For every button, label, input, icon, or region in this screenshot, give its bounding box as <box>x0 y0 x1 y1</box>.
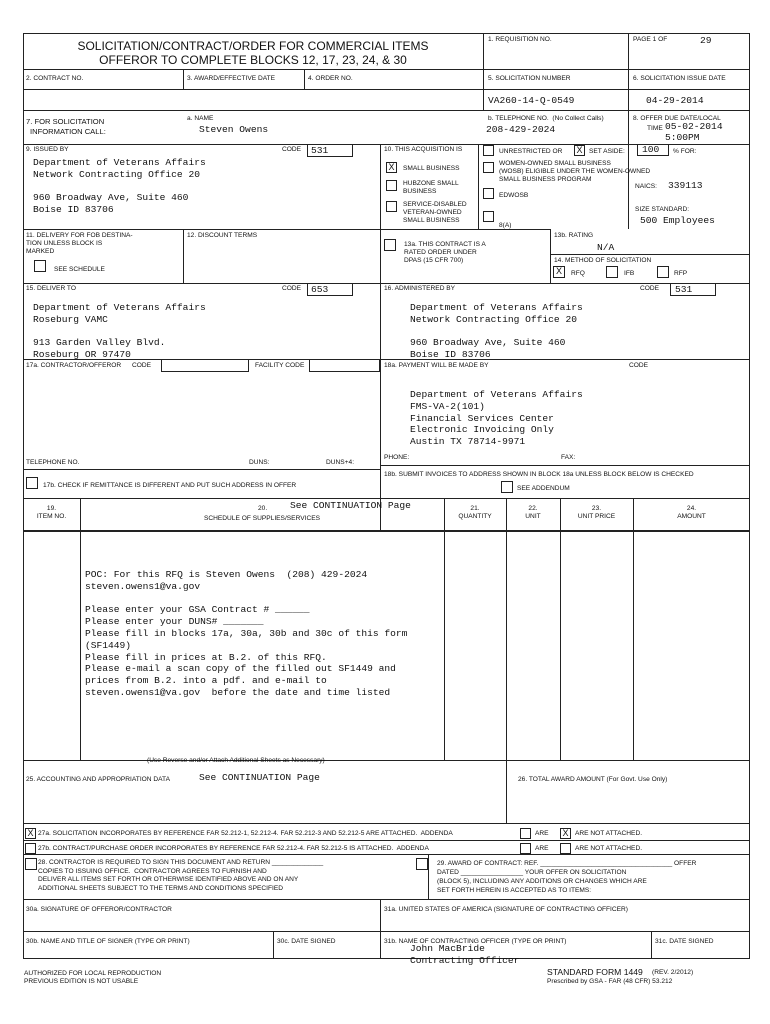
schedule-body: POC: For this RFQ is Steven Owens (208) 429-2024 steven.owens1@va.gov Please enter your GSA Contract # ______ Please enter your DUNS# _______ Please fill in blocks 17a, 30a, 30b and 30c of this form (SF1449) Please fill in prices at B.2. of this RFQ. Please e-mail a scan copy of the filled out SF1449 and prices from B.2. into a pdf. and e-mail to steven.owens1@va.gov before the date and time listed <box>85 569 408 698</box>
discount-terms-label: 12. DISCOUNT TERMS <box>187 232 258 239</box>
deliver-to-label: 15. DELIVER TO <box>26 285 76 292</box>
administered-by-code-label: CODE <box>640 285 660 292</box>
telephone-label: b. TELEPHONE NO. (No Collect Calls) <box>488 115 604 122</box>
hubzone-checkbox[interactable] <box>386 180 397 191</box>
block29-line4: SET FORTH HEREIN IS ACCEPTED AS TO ITEMS: <box>437 887 592 894</box>
27b-are-not-label: ARE NOT ATTACHED. <box>575 845 643 852</box>
footer-revision: (REV. 2/2012) <box>652 969 694 976</box>
block29-line3: (BLOCK 5), INCLUDING ANY ADDITIONS OR CHANGES WHICH ARE <box>437 878 647 885</box>
block28-text: 28. CONTRACTOR IS REQUIRED TO SIGN THIS DOCUMENT AND RETURN ______________ COPIES TO ISSUING OFFICE. CONTRACTOR AGREES TO FURNISH AND DELIVER ALL ITEMS SET FORTH OR OTHERWISE IDENTIFIED ABOVE AND ON ANY ADDITIONAL SHEETS SUBJECT TO THE TERMS AND CONDITIONS SPECIFIED <box>38 859 324 892</box>
rating-value: N/A <box>597 242 615 253</box>
submit-invoices-label: 18b. SUBMIT INVOICES TO ADDRESS SHOWN IN BLOCK 18a UNLESS BLOCK BELOW IS CHECKED <box>384 471 694 478</box>
payment-code-label: CODE <box>629 362 649 369</box>
see-addendum-label: SEE ADDENDUM <box>517 485 570 492</box>
offeror-date-label: 30c. DATE SIGNED <box>277 938 336 945</box>
contractor-label: 17a. CONTRACTOR/OFFEROR <box>26 362 122 369</box>
col20-number: 20. <box>258 505 268 512</box>
accounting-label: 25. ACCOUNTING AND APPROPRIATION DATA <box>26 776 170 783</box>
contact-name-label: a. NAME <box>187 115 214 122</box>
set-aside-pct: 100 <box>642 144 660 155</box>
ifb-label: IFB <box>624 270 635 277</box>
27b-are-label: ARE <box>535 845 549 852</box>
offer-due-time[interactable]: 5:00PM <box>665 132 700 143</box>
see-schedule-label: SEE SCHEDULE <box>54 266 105 273</box>
signature-offeror-label: 30a. SIGNATURE OF OFFEROR/CONTRACTOR <box>26 906 172 913</box>
unrestricted-label: UNRESTRICTED OR <box>499 148 563 155</box>
deliver-to-code: 653 <box>311 284 329 295</box>
wosb-checkbox[interactable] <box>483 162 494 173</box>
pct-for-label: % FOR: <box>673 148 697 155</box>
small-business-label: SMALL BUSINESS <box>403 165 460 172</box>
col20-continuation-note: See CONTINUATION Page <box>290 500 411 511</box>
block29-line2: DATED _________________ YOUR OFFER ON SOLICITATION <box>437 869 627 876</box>
27a-checkbox[interactable]: X <box>25 828 36 839</box>
duns-label: DUNS: <box>249 459 270 466</box>
27a-are-checkbox[interactable] <box>520 828 531 839</box>
edwosb-checkbox[interactable] <box>483 188 494 199</box>
27a-are-label: ARE <box>535 830 549 837</box>
footer-prescribed: Prescribed by GSA - FAR (48 CFR) 53.212 <box>547 978 673 985</box>
small-business-checkbox[interactable]: X <box>386 162 397 173</box>
col-item-no: 19. ITEM NO. <box>36 505 67 520</box>
administered-by-code: 531 <box>675 284 693 295</box>
col-unit: 22. UNIT <box>525 505 541 520</box>
form-title-line1: SOLICITATION/CONTRACT/ORDER FOR COMMERCIAL ITEMS <box>77 39 429 53</box>
eight-a-label: 8(A) <box>499 222 512 229</box>
rating-label: 13b. RATING <box>554 232 594 239</box>
sdvosb-label: SERVICE-DISABLED VETERAN-OWNED SMALL BUSINESS <box>403 201 467 224</box>
total-award-label: 26. TOTAL AWARD AMOUNT (For Govt. Use Only) <box>518 776 668 783</box>
rated-order-label: 13a. THIS CONTRACT IS A RATED ORDER UNDER DPAS (15 CFR 700) <box>404 241 486 264</box>
footer-form-name: STANDARD FORM 1449 <box>547 967 643 977</box>
remittance-checkbox[interactable] <box>26 477 38 489</box>
method-label: 14. METHOD OF SOLICITATION <box>554 257 652 264</box>
fob-label: 11. DELIVERY FOR FOB DESTINA- TION UNLESS BLOCK IS MARKED <box>26 232 133 255</box>
contractor-code-label: CODE <box>132 362 152 369</box>
27a-are-not-label: ARE NOT ATTACHED. <box>575 830 643 837</box>
offer-due-label: 8. OFFER DUE DATE/LOCAL <box>633 115 721 122</box>
remittance-label: 17b. CHECK IF REMITTANCE IS DIFFERENT AND PUT SUCH ADDRESS IN OFFER <box>43 482 297 489</box>
hubzone-label: HUBZONE SMALL BUSINESS <box>403 180 459 195</box>
time-label: TIME <box>647 125 663 132</box>
facility-code-label: FACILITY CODE <box>255 362 305 369</box>
naics-code: 339113 <box>668 180 703 191</box>
solicitation-number[interactable]: VA260-14-Q-0549 <box>488 95 575 106</box>
ifb-checkbox[interactable] <box>606 266 618 278</box>
footer-reproduction: AUTHORIZED FOR LOCAL REPRODUCTION PREVIOUS EDITION IS NOT USABLE <box>24 970 162 985</box>
signature-officer-label: 31a. UNITED STATES OF AMERICA (SIGNATURE OF CONTRACTING OFFICER) <box>384 906 628 913</box>
issued-by-code: 531 <box>311 145 329 156</box>
col-quantity: 21. QUANTITY <box>458 505 492 520</box>
contact-name[interactable]: Steven Owens <box>199 124 269 135</box>
payment-address: Department of Veterans Affairs FMS-VA-2(101) Financial Services Center Electronic Invoicing Only Austin TX 78714-9971 <box>410 389 583 448</box>
award-date-label: 3. AWARD/EFFECTIVE DATE <box>187 75 276 82</box>
29-checkbox[interactable] <box>416 858 428 870</box>
rfp-checkbox[interactable] <box>657 266 669 278</box>
set-aside-checkbox[interactable]: X <box>574 145 585 156</box>
duns4-label: DUNS+4: <box>326 459 355 466</box>
officer-name-label: 31b. NAME OF CONTRACTING OFFICER (TYPE OR PRINT) <box>384 938 567 945</box>
rfq-label: RFQ <box>571 270 585 277</box>
phone-label: PHONE: <box>384 454 410 461</box>
deliver-to-address: Department of Veterans Affairs Roseburg VAMC 913 Garden Valley Blvd. Roseburg OR 97470 <box>33 302 206 361</box>
28-checkbox[interactable] <box>25 858 37 870</box>
signer-name-label: 30b. NAME AND TITLE OF SIGNER (TYPE OR PRINT) <box>26 938 190 945</box>
issue-date-label: 6. SOLICITATION ISSUE DATE <box>633 75 726 82</box>
block29-line1: 29. AWARD OF CONTRACT: REF. ____________________________________ OFFER <box>437 860 697 867</box>
schedule-footnote: (Use Reverse and/or Attach Additional Sheets as Necessary) <box>147 757 325 764</box>
contractor-code-box[interactable] <box>161 359 249 372</box>
sdvosb-checkbox[interactable] <box>386 201 397 212</box>
issued-by-address: Department of Veterans Affairs Network Contracting Office 20 960 Broadway Ave, Suite 460 Boise ID 83706 <box>33 157 206 216</box>
page-total: 29 <box>700 35 712 46</box>
unrestricted-checkbox[interactable] <box>483 145 494 156</box>
27b-are-not-checkbox[interactable] <box>560 843 571 854</box>
rfp-label: RFP <box>674 270 688 277</box>
officer-date-label: 31c. DATE SIGNED <box>655 938 714 945</box>
issued-by-label: 9. ISSUED BY <box>26 146 69 153</box>
info-call-label-1: 7. FOR SOLICITATION <box>26 117 105 126</box>
facility-code-box[interactable] <box>309 359 380 372</box>
telephone-no-label: TELEPHONE NO. <box>26 459 80 466</box>
wosb-label: WOMEN-OWNED SMALL BUSINESS (WOSB) ELIGIBLE UNDER THE WOMEN-OWNED SMALL BUSINESS PROGRAM <box>499 160 651 183</box>
see-addendum-checkbox[interactable] <box>501 481 513 493</box>
issue-date[interactable]: 04-29-2014 <box>646 95 704 106</box>
naics-label: NAICS: <box>635 183 657 190</box>
requisition-label: 1. REQUISITION NO. <box>488 36 552 43</box>
deliver-to-code-label: CODE <box>282 285 302 292</box>
27b-checkbox[interactable] <box>25 843 36 854</box>
27a-text: 27a. SOLICITATION INCORPORATES BY REFERENCE FAR 52.212-1, 52.212-4. FAR 52.212-3 AND 52.212-5 ARE ATTACHED. ADDENDA <box>38 830 453 837</box>
form-title-line2: OFFEROR TO COMPLETE BLOCKS 12, 17, 23, 24, & 30 <box>99 53 407 67</box>
set-aside-label: SET ASIDE: <box>589 148 625 155</box>
issued-by-code-label: CODE <box>282 146 302 153</box>
edwosb-label: EDWOSB <box>499 192 529 199</box>
contract-no-label: 2. CONTRACT NO. <box>26 75 84 82</box>
size-standard: 500 Employees <box>640 215 715 226</box>
page-label: PAGE 1 OF <box>633 36 668 43</box>
administered-by-address: Department of Veterans Affairs Network Contracting Office 20 960 Broadway Ave, Suite 460 Boise ID 83706 <box>410 302 583 361</box>
27b-are-checkbox[interactable] <box>520 843 531 854</box>
info-call-label-2: INFORMATION CALL: <box>30 127 106 136</box>
acquisition-label: 10. THIS ACQUISITION IS <box>384 146 463 153</box>
sf1449-form <box>23 33 750 993</box>
solicitation-number-label: 5. SOLICITATION NUMBER <box>488 75 571 82</box>
size-standard-label: SIZE STANDARD: <box>635 206 690 213</box>
col-schedule: SCHEDULE OF SUPPLIES/SERVICES <box>203 515 321 522</box>
fax-label: FAX: <box>561 454 576 461</box>
officer-name: John MacBride Contracting Officer <box>410 943 520 966</box>
payment-by-label: 18a. PAYMENT WILL BE MADE BY <box>384 362 489 369</box>
col-unit-price: 23. UNIT PRICE <box>577 505 616 520</box>
rated-order-checkbox[interactable] <box>384 239 396 251</box>
col-amount: 24. AMOUNT <box>677 505 706 520</box>
offer-due-date[interactable]: 05-02-2014 <box>665 121 723 132</box>
administered-by-label: 16. ADMINISTERED BY <box>384 285 456 292</box>
order-no-label: 4. ORDER NO. <box>308 75 353 82</box>
27b-text: 27b. CONTRACT/PURCHASE ORDER INCORPORATES BY REFERENCE FAR 52.212-4. FAR 52.212-5 IS ATTACHED. ADDENDA <box>38 845 429 852</box>
telephone-number[interactable]: 208-429-2024 <box>486 124 556 135</box>
accounting-value: See CONTINUATION Page <box>199 772 320 783</box>
eight-a-checkbox[interactable] <box>483 211 494 222</box>
see-schedule-checkbox[interactable] <box>34 260 46 272</box>
27a-are-not-checkbox[interactable]: X <box>560 828 571 839</box>
rfq-checkbox[interactable]: X <box>553 266 565 278</box>
